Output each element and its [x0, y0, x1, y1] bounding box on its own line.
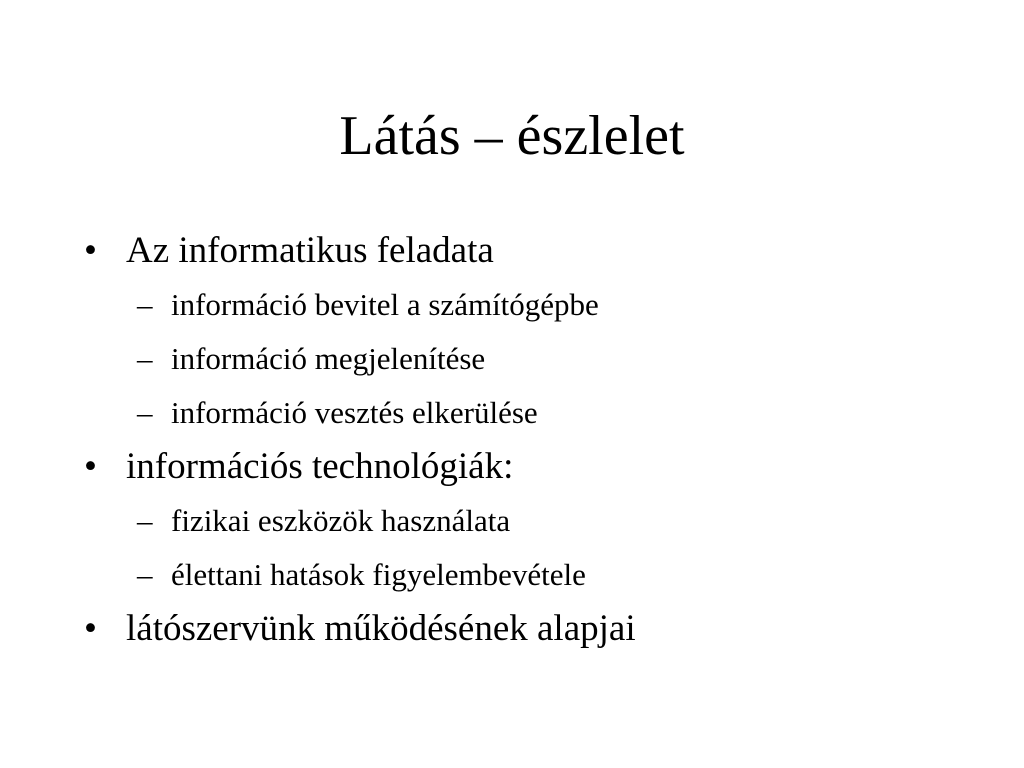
dash-icon: –	[137, 341, 153, 376]
dash-icon: –	[137, 287, 153, 322]
sub-item-text: fizikai eszközök használata	[171, 503, 511, 538]
bullet-icon: •	[84, 446, 97, 487]
sub-item	[80, 332, 980, 386]
bullet-list	[80, 224, 980, 656]
bullet-icon: •	[84, 608, 97, 649]
dash-icon: –	[137, 557, 153, 592]
sub-item-text: információ bevitel a számítógépbe	[171, 287, 599, 322]
dash-icon: –	[137, 395, 153, 430]
bullet-text: információs technológiák:	[126, 446, 514, 487]
sub-list	[126, 494, 980, 602]
bullet-item	[80, 440, 980, 602]
sub-item-text: élettani hatások figyelembevétele	[171, 557, 586, 592]
slide-title: Látás – észlelet	[339, 105, 685, 167]
dash-icon: –	[137, 503, 153, 538]
sub-item	[80, 278, 980, 332]
sub-list	[126, 278, 980, 440]
bullet-item	[80, 224, 980, 440]
sub-item-text: információ vesztés elkerülése	[171, 395, 538, 430]
bullet-item	[80, 602, 980, 656]
bullet-icon: •	[84, 230, 97, 271]
bullet-text: látószervünk működésének alapjai	[126, 608, 636, 649]
sub-item	[80, 386, 980, 440]
sub-item	[80, 494, 980, 548]
bullet-text: Az informatikus feladata	[126, 230, 494, 271]
sub-item	[80, 548, 980, 602]
sub-item-text: információ megjelenítése	[171, 341, 486, 376]
